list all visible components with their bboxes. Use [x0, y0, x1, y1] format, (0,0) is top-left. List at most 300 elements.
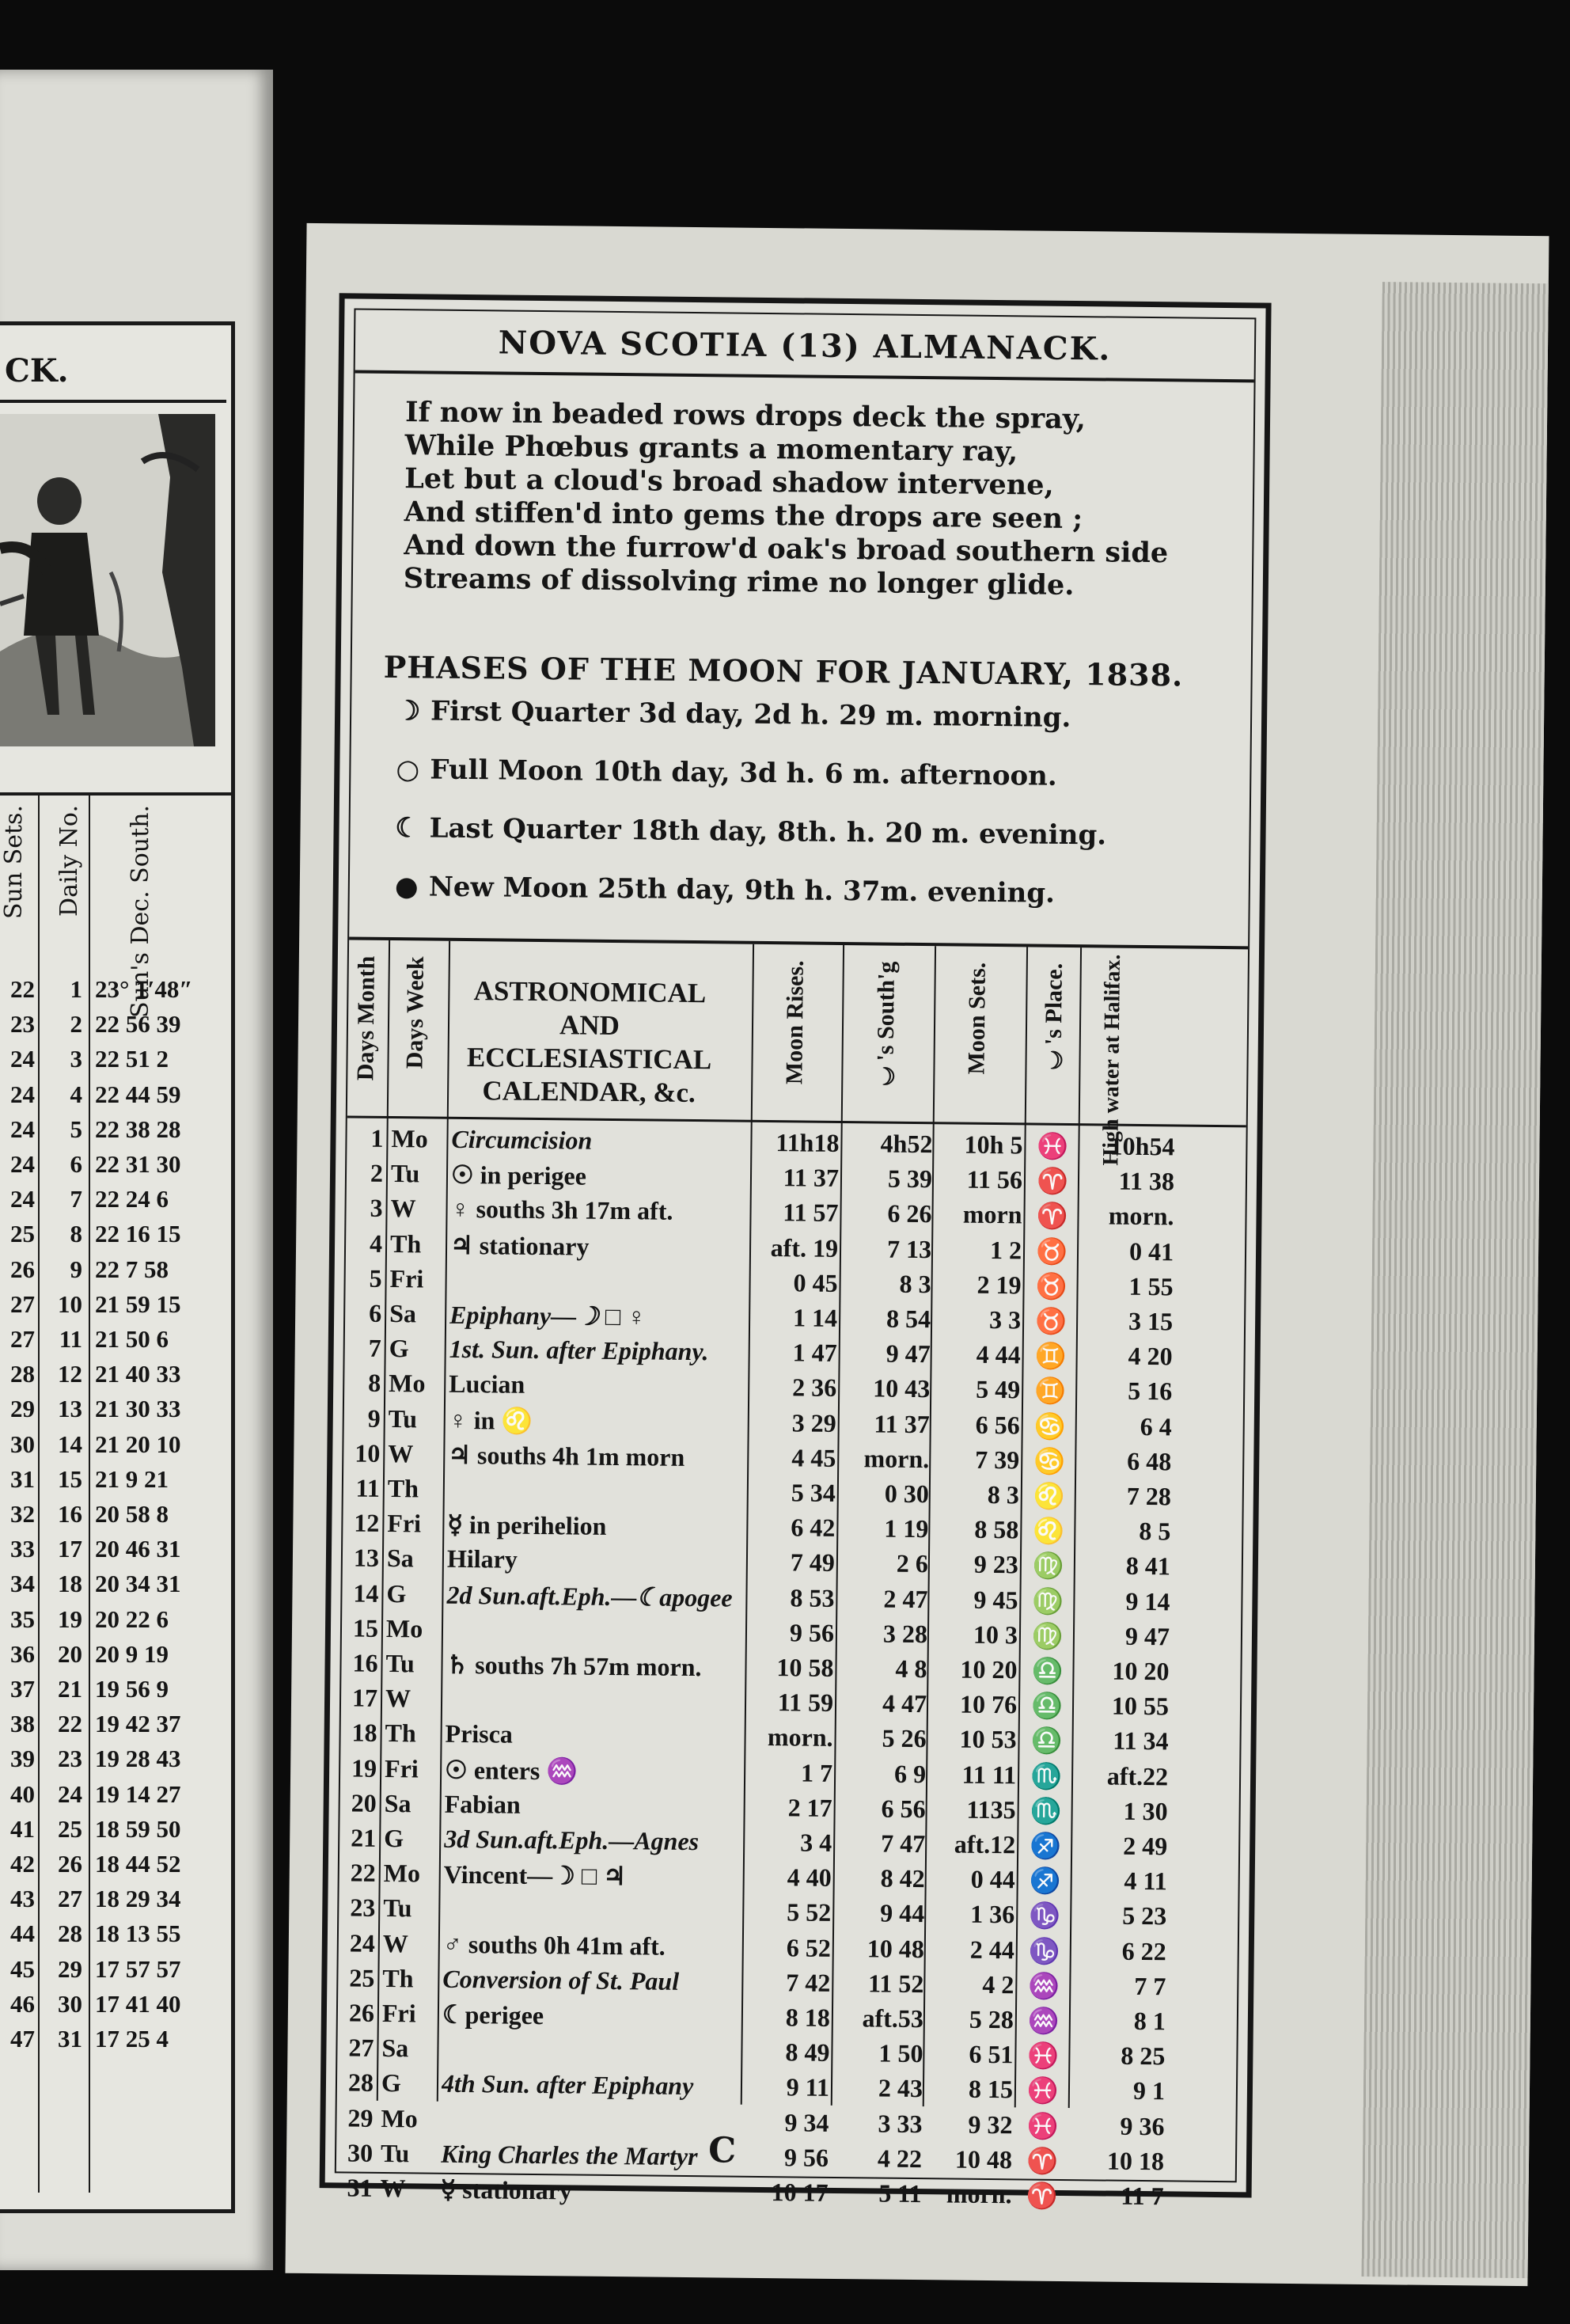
calendar-event: ☉ in perigee [450, 1160, 587, 1190]
left-page-frame [0, 321, 235, 2213]
day-of-month: 15 [352, 1613, 379, 1642]
moon-rises: 8 18 [785, 2003, 831, 2032]
left-page-row [0, 1289, 231, 1322]
day-of-month: 21 [351, 1823, 377, 1852]
day-of-month: 11 [355, 1473, 381, 1502]
sun-dec-value: 22 7 58 [95, 1255, 169, 1283]
moon-southing: 5 11 [878, 2178, 922, 2208]
day-of-week: Mo [383, 1859, 421, 1888]
day-of-month: 10 [355, 1438, 381, 1468]
high-water: 8 5 [1139, 1517, 1171, 1546]
day-of-month: 28 [347, 2068, 374, 2098]
day-of-month: 5 [369, 1263, 382, 1293]
sun-dec-value: 22 56 39 [95, 1010, 181, 1039]
moon-southing: 8 54 [885, 1304, 931, 1334]
high-water: 0 41 [1128, 1236, 1174, 1266]
daily-no-value: 4 [70, 1080, 82, 1108]
moon-place-sign: ♒ [1027, 2006, 1060, 2035]
moon-rises: 7 42 [786, 1968, 831, 1997]
left-page-header: CK. [0, 352, 226, 403]
high-water: 6 48 [1127, 1446, 1172, 1476]
poem-line: Streams of dissolving rime no longer glide. [403, 562, 1075, 602]
sun-dec-value: 17 57 57 [95, 1954, 181, 1983]
left-page-row [0, 1813, 231, 1847]
calendar-title [442, 974, 737, 1111]
moon-place-sign: ♑ [1029, 1901, 1061, 1931]
high-water: 4 11 [1124, 1866, 1167, 1896]
day-of-month: 24 [349, 1928, 376, 1958]
calendar-title-line: CALENDAR, &c. [482, 1075, 696, 1109]
sun-sets-value: 27 [10, 1325, 35, 1353]
high-water: 10h54 [1109, 1131, 1175, 1161]
calendar-event: Conversion of St. Paul [442, 1964, 680, 1996]
sun-sets-value: 35 [10, 1604, 35, 1633]
moon-place-sign: ♒ [1028, 1971, 1060, 2000]
moon-rises: 11 59 [777, 1688, 834, 1718]
day-of-month: 4 [369, 1228, 383, 1258]
page-edges [1362, 282, 1549, 2278]
left-page-row [0, 1673, 231, 1707]
day-of-week: G [389, 1334, 409, 1363]
moon-place-sign: ♓ [1026, 2075, 1060, 2106]
col-header-sun-dec: Sun's Dec. South. [127, 805, 154, 1018]
sun-dec-value: 23° 1′48″ [95, 975, 193, 1003]
moon-sets: 9 32 [968, 2109, 1013, 2139]
moon-rises: 10 17 [771, 2178, 829, 2207]
sun-sets-value: 40 [10, 1779, 35, 1808]
day-of-month: 9 [367, 1403, 381, 1433]
day-of-week: W [385, 1684, 411, 1713]
moon-phase-text: Last Quarter 18th day, 8th. h. 20 m. evening. [429, 812, 1107, 852]
col-header-high-water: High water at Halifax. [1098, 954, 1125, 1166]
calendar-event: ☿ stationary [440, 2174, 573, 2205]
moon-sets: morn [962, 1199, 1022, 1229]
moon-sets: 11 11 [961, 1760, 1017, 1789]
left-page-row [0, 974, 231, 1007]
daily-no-value: 19 [58, 1604, 82, 1633]
sun-dec-value: 21 20 10 [95, 1430, 181, 1458]
moon-rises: 3 4 [800, 1828, 832, 1857]
moon-rises: 6 42 [791, 1513, 836, 1543]
moon-sets: aft.12 [954, 1829, 1016, 1859]
sun-dec-value: 22 44 59 [95, 1080, 181, 1108]
col-header-sun-sets: Sun Sets. [0, 805, 28, 920]
day-of-week: G [384, 1823, 404, 1853]
left-page-row [0, 1254, 231, 1287]
moon-sets: 9 45 [973, 1585, 1018, 1614]
high-water: 10 18 [1106, 2146, 1165, 2176]
high-water: 11 7 [1121, 2181, 1164, 2211]
daily-no-value: 2 [70, 1010, 82, 1039]
poem-line: While Phœbus grants a momentary ray, [404, 429, 1018, 469]
sun-sets-value: 24 [10, 1115, 35, 1143]
daily-no-value: 6 [70, 1150, 82, 1178]
sun-sets-value: 25 [10, 1220, 35, 1248]
day-of-month: 18 [351, 1718, 377, 1748]
high-water: aft.22 [1106, 1761, 1169, 1790]
calendar-event: 3d Sun.aft.Eph.—Agnes [444, 1824, 700, 1856]
moon-southing: 0 30 [884, 1479, 930, 1509]
moon-rises: 4 45 [791, 1443, 836, 1472]
calendar-event: ☾perigee [442, 1999, 544, 2030]
moon-rises: 1 7 [800, 1758, 833, 1787]
moon-southing: 8 3 [899, 1269, 931, 1298]
day-of-week: Th [382, 1963, 414, 1993]
day-of-week: Tu [388, 1403, 418, 1433]
daily-no-value: 7 [70, 1185, 82, 1213]
sun-dec-value: 22 51 2 [95, 1045, 169, 1073]
sun-dec-value: 21 30 33 [95, 1395, 181, 1423]
calendar-event: King Charles the Martyr [440, 2139, 698, 2170]
moon-place-sign: ♈ [1036, 1201, 1068, 1231]
moon-place-sign: ♐ [1030, 1831, 1062, 1860]
moon-southing: 6 56 [881, 1794, 926, 1823]
moon-sets: 10 20 [960, 1654, 1018, 1684]
moon-place-sign: ♎ [1030, 1691, 1064, 1721]
moon-southing: 3 33 [878, 2109, 923, 2138]
calendar-title-line: AND ECCLESIASTICAL [466, 1009, 712, 1076]
sun-dec-value: 18 13 55 [95, 1920, 181, 1948]
moon-southing: 3 28 [882, 1619, 928, 1648]
moon-rises: 8 53 [790, 1582, 835, 1612]
moon-southing: 4 8 [895, 1654, 927, 1684]
day-of-week: Mo [391, 1124, 428, 1153]
sun-dec-value: 22 38 28 [95, 1115, 181, 1143]
moon-place-sign: ♍ [1031, 1621, 1064, 1650]
day-of-month: 19 [351, 1753, 377, 1783]
day-of-month: 2 [370, 1158, 384, 1188]
high-water: 9 36 [1120, 2111, 1165, 2140]
moon-place-sign: ♈ [1026, 2181, 1058, 2210]
left-page-row [0, 1743, 231, 1776]
moon-place-sign: ♈ [1036, 1166, 1069, 1196]
moon-sets: morn. [946, 2179, 1012, 2209]
sun-dec-value: 22 16 15 [95, 1220, 181, 1248]
day-of-week: Sa [384, 1788, 411, 1818]
calendar-event: Lucian [449, 1369, 525, 1399]
day-of-week: Sa [386, 1544, 414, 1573]
page-header: NOVA SCOTIA (13) ALMANACK. [355, 313, 1255, 383]
daily-no-value: 9 [70, 1255, 82, 1283]
calendar-event: 1st. Sun. after Epiphany. [449, 1335, 709, 1366]
right-page [285, 223, 1549, 2286]
moon-place-sign: ♉ [1035, 1306, 1068, 1335]
day-of-week: Th [389, 1228, 422, 1259]
moon-southing: 7 13 [886, 1234, 932, 1263]
day-of-week: G [386, 1578, 407, 1608]
sun-sets-value: 31 [10, 1464, 35, 1493]
day-of-month: 29 [347, 2103, 374, 2132]
moon-rises: 9 56 [789, 1618, 835, 1647]
day-of-week: W [390, 1194, 416, 1223]
sun-sets-value: 32 [10, 1500, 35, 1528]
high-water: 2 49 [1123, 1831, 1168, 1861]
moon-rises: 9 34 [784, 2107, 829, 2137]
day-of-week: Fri [384, 1753, 419, 1783]
moon-place-sign: ♍ [1032, 1551, 1065, 1581]
day-of-month: 17 [351, 1683, 378, 1713]
moon-place-sign: ♌ [1033, 1516, 1065, 1546]
high-water: 11 34 [1113, 1726, 1169, 1756]
moon-southing: morn. [863, 1444, 930, 1473]
day-of-week: G [381, 2068, 402, 2098]
calendar-event: ☉ enters ♒ [444, 1755, 578, 1786]
moon-rises: 1 14 [792, 1303, 838, 1332]
sun-sets-value: 45 [10, 1954, 35, 1983]
day-of-month: 25 [349, 1963, 375, 1992]
sun-sets-value: 43 [10, 1885, 35, 1913]
daily-no-value: 17 [58, 1535, 82, 1563]
left-page-row [0, 1079, 231, 1112]
left-page-row [0, 1918, 231, 1951]
left-page-row [0, 1533, 231, 1566]
day-of-week: Th [385, 1718, 416, 1748]
high-water: 6 22 [1121, 1936, 1166, 1965]
calendar-event: Prisca [445, 1719, 514, 1749]
moon-rises: 2 36 [792, 1373, 837, 1403]
daily-no-value: 5 [70, 1115, 82, 1143]
daily-no-value: 26 [58, 1850, 82, 1878]
sun-dec-value: 18 44 52 [95, 1850, 181, 1878]
full-moon-icon: ○ [396, 754, 420, 786]
new-moon-icon: ● [394, 871, 419, 903]
sun-sets-value: 36 [10, 1639, 35, 1668]
day-of-month: 27 [348, 2033, 374, 2063]
moon-sets: 5 28 [969, 2004, 1014, 2034]
moon-place-sign: ♐ [1029, 1866, 1061, 1896]
moon-place-sign: ♍ [1032, 1586, 1064, 1616]
moon-phase-row [385, 812, 1106, 852]
moon-rises: 7 49 [790, 1547, 836, 1578]
moon-southing: 7 47 [881, 1828, 926, 1859]
left-page-row [0, 1604, 231, 1637]
moon-phase-row [386, 695, 1071, 734]
moon-southing: 6 26 [887, 1198, 932, 1228]
moon-rises: morn. [767, 1722, 833, 1752]
left-page-row [0, 1639, 231, 1672]
sun-dec-value: 18 59 50 [95, 1814, 181, 1843]
day-of-month: 31 [347, 2173, 373, 2202]
moon-southing: 4 22 [877, 2144, 923, 2173]
calendar-event: Fabian [444, 1789, 521, 1819]
moon-southing: 4 47 [882, 1688, 927, 1718]
sun-dec-value: 18 29 34 [95, 1885, 181, 1913]
moon-rises: 4 40 [787, 1863, 832, 1893]
sun-dec-value: 21 40 33 [95, 1360, 181, 1388]
moon-sets: 8 3 [987, 1479, 1020, 1509]
moon-place-sign: ♓ [1037, 1131, 1069, 1160]
moon-sets: 1 36 [970, 1900, 1015, 1929]
moon-rises: 1 47 [792, 1338, 837, 1368]
high-water: 6 4 [1140, 1411, 1172, 1441]
moon-rises: 10 58 [776, 1653, 834, 1682]
poem-line: Let but a cloud's broad shadow intervene, [404, 462, 1054, 502]
moon-place-sign: ♎ [1031, 1656, 1064, 1685]
left-page-table [0, 792, 231, 2193]
left-page-row [0, 1429, 231, 1462]
daily-no-value: 10 [58, 1289, 82, 1318]
day-of-month: 1 [370, 1123, 384, 1153]
moon-sets: 2 19 [977, 1270, 1022, 1300]
left-page-row [0, 1883, 231, 1916]
day-of-week: Mo [389, 1369, 426, 1398]
moon-sets: 10 3 [973, 1620, 1018, 1650]
high-water: 9 1 [1132, 2076, 1166, 2106]
moon-rises: aft. 19 [770, 1232, 839, 1263]
high-water: 8 1 [1133, 2006, 1166, 2036]
moon-rises: 6 52 [786, 1932, 832, 1962]
daily-no-value: 21 [58, 1675, 82, 1703]
moon-place-sign: ♉ [1035, 1236, 1068, 1266]
moon-rises: 9 56 [783, 2143, 829, 2172]
moon-place-sign: ♎ [1030, 1726, 1063, 1756]
poem-line: And stiffen'd into gems the drops are seen ; [404, 496, 1083, 536]
day-of-week: Fri [381, 1998, 416, 2028]
almanac-page-inner [335, 308, 1257, 2211]
daily-no-value: 15 [58, 1464, 82, 1493]
moon-place-sign: ♓ [1027, 2041, 1060, 2071]
day-of-month: 22 [350, 1858, 376, 1888]
moon-sets: 3 3 [988, 1304, 1022, 1335]
calendar-event: ♂ souths 0h 41m aft. [442, 1929, 666, 1961]
moon-sets: 8 15 [968, 2075, 1014, 2104]
high-water: 8 41 [1125, 1551, 1171, 1581]
daily-no-value: 13 [58, 1395, 82, 1423]
moon-place-sign: ♉ [1035, 1271, 1068, 1301]
moon-sets: 7 39 [975, 1445, 1020, 1475]
poem-line: And down the furrow'd oak's broad southern side [404, 529, 1169, 570]
day-of-month: 30 [347, 2138, 374, 2167]
moon-southing: 8 42 [880, 1863, 925, 1893]
moon-southing: 2 43 [878, 2073, 923, 2103]
calendar-title-line: ASTRONOMICAL [473, 975, 707, 1009]
day-of-week: Fri [387, 1509, 422, 1538]
moon-southing: 2 6 [896, 1549, 929, 1578]
sun-dec-value: 17 41 40 [95, 1989, 181, 2018]
sun-sets-value: 37 [10, 1675, 35, 1703]
poem [404, 396, 1170, 603]
poem-line: If now in beaded rows drops deck the spray, [404, 396, 1086, 436]
calendar-event: ♄ souths 7h 57m morn. [446, 1650, 702, 1682]
moon-place-sign: ♋ [1033, 1446, 1066, 1475]
calendar-event: 2d Sun.aft.Eph.—☾apogee [446, 1580, 733, 1612]
sun-sets-value: 26 [10, 1255, 35, 1283]
moon-southing: 10 43 [873, 1373, 931, 1403]
sun-sets-value: 34 [10, 1570, 35, 1598]
moon-rises: 9 11 [786, 2072, 830, 2102]
sun-sets-value: 30 [10, 1430, 35, 1458]
moon-sets: 10 53 [959, 1724, 1017, 1754]
daily-no-value: 23 [58, 1745, 82, 1773]
moon-place-sign: ♓ [1026, 2111, 1059, 2140]
high-water: 5 23 [1122, 1901, 1167, 1931]
sun-dec-value: 20 22 6 [95, 1604, 169, 1633]
high-water: 1 30 [1123, 1796, 1168, 1826]
moon-rises: 11 57 [783, 1198, 839, 1228]
calendar-event: ♀ souths 3h 17m aft. [450, 1194, 673, 1226]
sun-sets-value: 38 [10, 1710, 35, 1738]
calendar-event: ☿ in perihelion [447, 1509, 607, 1541]
left-page-row [0, 1358, 231, 1392]
high-water: 7 7 [1134, 1971, 1166, 2001]
moon-place-sign: ♈ [1026, 2146, 1059, 2175]
sun-dec-value: 19 42 37 [95, 1710, 181, 1738]
sun-sets-value: 27 [10, 1289, 35, 1318]
day-of-month: 7 [368, 1333, 381, 1363]
day-of-month: 23 [350, 1893, 376, 1923]
calendar-event: 4th Sun. after Epiphany [441, 2069, 694, 2101]
day-of-month: 12 [354, 1508, 380, 1538]
day-of-month: 20 [351, 1788, 377, 1817]
calendar-event: ♃ stationary [449, 1230, 590, 1261]
day-of-month: 14 [353, 1578, 379, 1608]
first-quarter-icon: ☽ [396, 695, 421, 727]
moon-place-sign: ♌ [1033, 1481, 1065, 1510]
moon-southing: 1 50 [878, 2038, 923, 2068]
sun-sets-value: 39 [10, 1745, 35, 1773]
sun-sets-value: 24 [10, 1080, 35, 1108]
high-water: 1 55 [1128, 1271, 1174, 1301]
daily-no-value: 12 [58, 1360, 82, 1388]
moon-southing: 9 47 [885, 1339, 931, 1369]
sun-dec-value: 22 31 30 [95, 1150, 181, 1178]
moon-phase-text: First Quarter 3d day, 2d h. 29 m. morning. [430, 695, 1071, 734]
day-of-week: Tu [380, 2138, 410, 2168]
moon-sets: 9 23 [973, 1550, 1019, 1579]
left-page-row [0, 1954, 231, 1987]
moon-rises: 5 52 [787, 1897, 832, 1927]
left-page-row [0, 1114, 231, 1147]
sun-dec-value: 17 25 4 [95, 2025, 169, 2052]
moon-place-sign: ♋ [1033, 1411, 1066, 1441]
calendar-event: Epiphany—☽ □ ♀ [449, 1300, 647, 1331]
moon-place-sign: ♏ [1030, 1796, 1062, 1825]
day-of-week: Tu [390, 1159, 420, 1188]
day-of-month: 3 [370, 1194, 383, 1223]
sun-sets-value: 44 [10, 1920, 35, 1948]
sun-sets-value: 24 [10, 1045, 35, 1073]
moon-rises: 8 49 [785, 2037, 830, 2068]
moon-rises: 11 37 [783, 1163, 840, 1193]
day-of-week: Th [387, 1474, 419, 1503]
moon-phases-title: PHASES OF THE MOON FOR JANUARY, 1838. [383, 648, 1184, 693]
moon-sets: 10h 5 [964, 1130, 1023, 1160]
sun-sets-value: 41 [10, 1814, 35, 1843]
left-page-row [0, 1393, 231, 1426]
sun-dec-value: 21 9 21 [95, 1464, 169, 1493]
day-of-week: Sa [389, 1299, 417, 1328]
sun-sets-value: 24 [10, 1185, 35, 1213]
calendar-table [337, 936, 1248, 2211]
moon-sets: 6 56 [975, 1410, 1020, 1439]
moon-rises: 5 34 [791, 1478, 836, 1507]
sun-sets-value: 33 [10, 1535, 35, 1563]
day-of-month: 16 [352, 1648, 378, 1677]
high-water: 8 25 [1121, 2041, 1166, 2071]
sun-dec-value: 19 56 9 [95, 1675, 169, 1703]
calendar-event: ♀ in ♌ [448, 1405, 533, 1435]
moon-southing: 4h52 [880, 1129, 933, 1159]
left-page-row [0, 1779, 231, 1812]
left-page-row [0, 1464, 231, 1497]
moon-place-sign: ♊ [1034, 1376, 1067, 1406]
moon-place-sign: ♏ [1030, 1761, 1063, 1790]
left-page-fragment [0, 70, 273, 2270]
high-water: 9 14 [1125, 1586, 1170, 1616]
last-quarter-icon: ☾ [395, 812, 420, 845]
moon-place-sign: ♊ [1034, 1341, 1067, 1371]
moon-phase-text: Full Moon 10th day, 3d h. 6 m. afternoon. [430, 754, 1057, 792]
